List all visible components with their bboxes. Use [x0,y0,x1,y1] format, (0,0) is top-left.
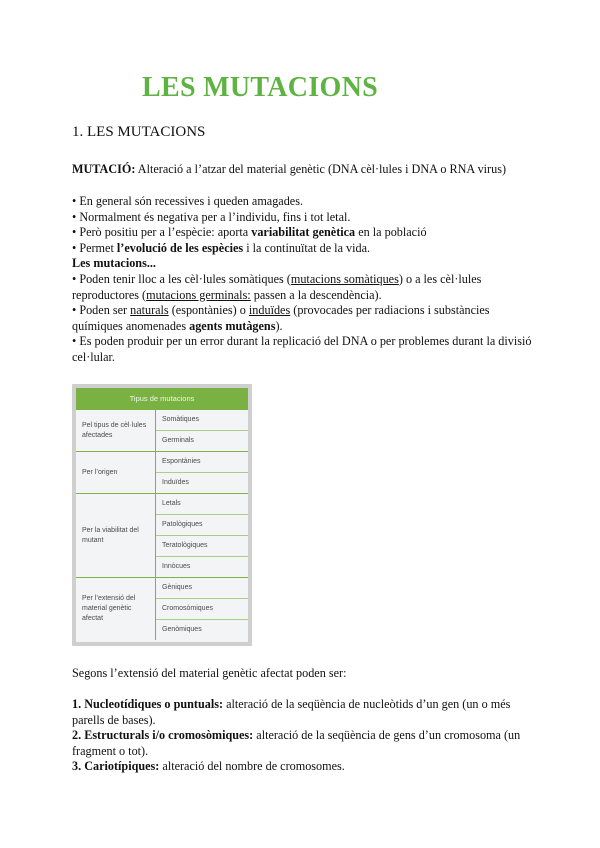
table-group [76,452,248,494]
bullet-item: • Permet l’evolució de les espècies i la continuïtat de la vida. [72,240,371,255]
list-item: 1. Nucleotídiques o puntuals: alteració de la seqüència de nucleòtids d’un gen (un o més parells de bases). [72,697,511,727]
table-cell: Innòcues [162,563,191,570]
definition-paragraph [72,162,532,178]
table-header: Tipus de mutacions [76,388,248,410]
table-cell: Somàtiques [156,410,248,431]
table-cell: Patològiques [156,515,248,536]
table-group-label: Pel tipus de cèl·lules afectades [76,410,156,451]
list-item: 2. Estructurals i/o cromosòmiques: alteració de la seqüència de gens d’un cromosoma (un fragment o tot). [72,728,521,758]
table-group [76,578,248,640]
table-cell: Cromosòmiques [156,599,248,620]
table-group-label: Per l’origen [76,452,156,493]
page-title: LES MUTACIONS [142,72,378,103]
mutation-types-table [76,388,248,642]
table-group-label: Per l’extensió del material genètic afectat [76,578,156,640]
list-item: 3. Cariotípiques: alteració del nombre de cromosomes. [72,759,345,774]
subheading: Les mutacions... [72,256,156,271]
table-cell: Espontànies [156,452,248,473]
table-cell: Germinals [162,437,194,444]
table-cell: Letals [156,494,248,515]
table-cell: Induïdes [162,479,189,486]
bullet-item: • Es poden produir per un error durant la replicació del DNA o per problemes durant la divisió cel·lular. [72,334,532,364]
table-cell: Teratològiques [156,536,248,557]
bullet-item: • En general són recessives i queden amagades. [72,194,304,208]
bullet-item: • Poden ser naturals (espontànies) o induïdes (provocades per radiacions i substàncies químiques anomenades agents mutàgens). [72,303,490,333]
bullet-list-1 [72,194,532,366]
bullet-item: • Normalment és negativa per a l’individu, fins i tot letal. [72,209,351,224]
section-heading: 1. LES MUTACIONS [72,124,206,140]
definition-term: MUTACIÓ: [72,162,136,176]
mutation-types-table-photo [72,384,252,646]
intro-paragraph: Segons l’extensió del material genètic afectat poden ser: [72,666,347,680]
bullet-item: • Poden tenir lloc a les cèl·lules somàtiques (mutacions somàtiques) o a les cèl·lules reproductores (mutacions germinals: passen a la descendència). [72,271,482,302]
extension-list [72,697,532,775]
table-cell: Genòmiques [162,626,202,633]
table-group [76,494,248,578]
table-group [76,410,248,452]
table-group-label: Per la viabilitat del mutant [76,494,156,577]
bullet-item: • Però positiu per a l’espècie: aporta variabilitat genètica en la població [72,225,427,240]
definition-text: Alteració a l’atzar del material genètic (DNA cèl·lules i DNA o RNA virus) [135,162,507,176]
table-cell: Gèniques [156,578,248,599]
